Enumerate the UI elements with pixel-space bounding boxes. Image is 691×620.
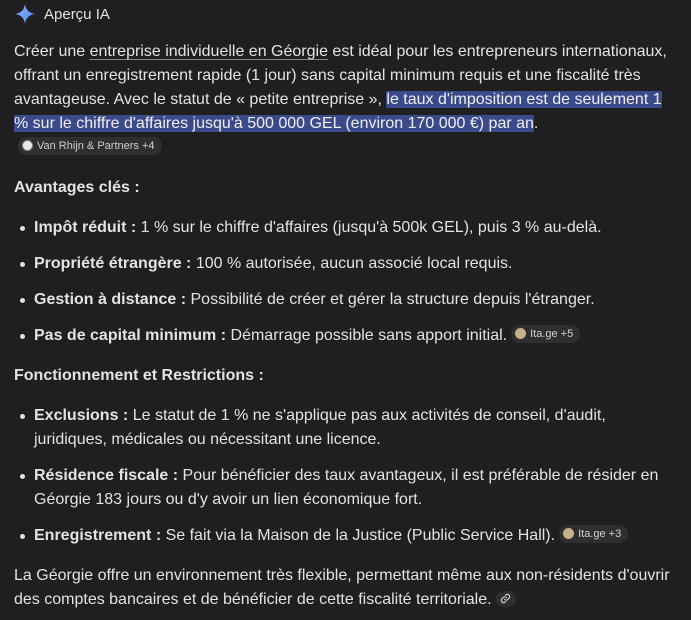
source-chip-label: Ita.ge +5 <box>530 327 574 340</box>
source-chip-label: Van Rhijn & Partners +4 <box>37 139 155 152</box>
intro-text-1: Créer une <box>14 43 90 60</box>
item-text: Le statut de 1 % ne s'applique pas aux activités de conseil, d'audit, juridiques, médicales ou nécessitant une licence. <box>34 407 606 448</box>
list-item <box>34 216 677 240</box>
overview-header <box>14 0 677 28</box>
overview-title: Aperçu IA <box>44 5 110 23</box>
item-text: Possibilité de créer et gérer la structure depuis l'étranger. <box>186 291 595 308</box>
item-label: Résidence fiscale : <box>34 467 179 484</box>
source-favicon-icon <box>515 328 526 339</box>
source-favicon-icon <box>22 140 33 151</box>
highlighted-text[interactable]: le taux d'imposition est de seulement 1 % sur le chiffre d'affaires jusqu'à 500 000 GEL (environ 170 000 €) par an <box>14 91 662 132</box>
intro-paragraph <box>14 40 677 160</box>
avantages-heading: Avantages clés : <box>14 179 140 196</box>
item-text: 1 % sur le chiffre d'affaires (jusqu'à 500k GEL), puis 3 % au-delà. <box>136 219 602 236</box>
source-chip-ita-2[interactable] <box>559 525 628 543</box>
intro-text-2: est idéal pour les entrepreneurs internationaux, offrant un enregistrement rapide (1 jour) sans capital minimum requis et une fiscalité très avantageuse. Avec le statut de « petite entreprise », <box>14 43 667 108</box>
item-label: Exclusions : <box>34 407 129 424</box>
outro-text: La Géorgie offre un environnement très flexible, permettant même aux non-résidents d'ouvrir des comptes bancaires et de bénéficier de cette fiscalité territoriale. <box>14 567 670 608</box>
outro-paragraph <box>14 564 677 612</box>
item-label: Pas de capital minimum : <box>34 327 227 344</box>
list-item <box>34 324 677 348</box>
item-label: Impôt réduit : <box>34 219 137 236</box>
item-text: Pour bénéficier des taux avantageux, il est préférable de résider en Géorgie 183 jours ou d'y avoir un lien économique fort. <box>34 467 659 508</box>
intro-text-3: . <box>533 115 539 132</box>
item-text: Se fait via la Maison de la Justice (Public Service Hall). <box>161 527 556 544</box>
source-chip-label: Ita.ge +3 <box>578 527 622 540</box>
list-item <box>34 464 677 512</box>
avantages-list <box>14 216 677 348</box>
item-label: Propriété étrangère : <box>34 255 192 272</box>
link-chain-icon <box>500 593 511 604</box>
item-text: Démarrage possible sans apport initial. <box>226 327 508 344</box>
link-icon[interactable] <box>496 591 516 607</box>
item-label: Gestion à distance : <box>34 291 187 308</box>
source-chip-ita-1[interactable] <box>511 325 580 343</box>
source-chip-vanrhijn[interactable] <box>18 137 162 155</box>
fonctionnement-list <box>14 404 677 548</box>
source-favicon-icon <box>563 528 574 539</box>
entreprise-link[interactable]: entreprise individuelle en Géorgie <box>89 43 328 60</box>
item-text: 100 % autorisée, aucun associé local requis. <box>191 255 513 272</box>
sparkle-icon <box>14 3 36 25</box>
list-item <box>34 404 677 452</box>
list-item <box>34 252 677 276</box>
list-item <box>34 288 677 312</box>
list-item <box>34 524 677 548</box>
fonctionnement-heading: Fonctionnement et Restrictions : <box>14 367 264 384</box>
item-label: Enregistrement : <box>34 527 162 544</box>
